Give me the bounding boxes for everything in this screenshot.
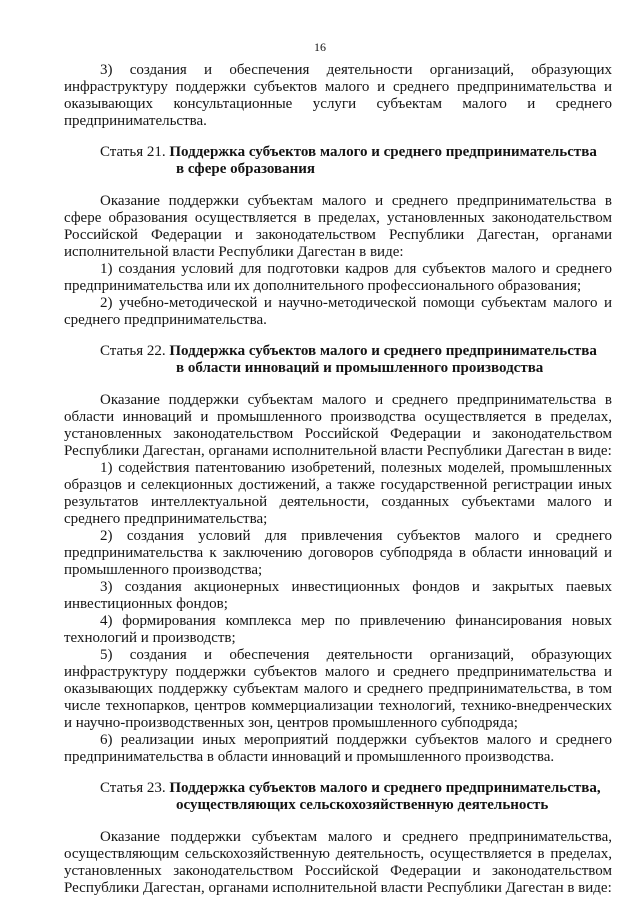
- article-21-heading: [64, 144, 612, 178]
- article-22-paragraph: Оказание поддержки субъектам малого и среднего предпринимательства в области инноваций и промышленного производства осуществляется в пределах, установленных законодательством Российской Федерации и законодательством Республики Дагестан, органами исполнительной власти Республики Дагестан в виде:: [64, 392, 612, 459]
- article-21-label: Статья 21.: [100, 144, 166, 160]
- article-22-paragraph: 1) содействия патентованию изобретений, полезных моделей, промышленных образцов и селекционных достижений, а также государственной регистрации иных результатов интеллектуальной деятельности, созданных субъектами малого и среднего предпринимательства;: [64, 460, 612, 527]
- article-21-paragraph: 1) создания условий для подготовки кадров для субъектов малого и среднего предпринимательства или их дополнительного профессионального образования;: [64, 261, 612, 294]
- article-21-title-line2: в сфере образования: [176, 161, 316, 177]
- article-23-paragraph: Оказание поддержки субъектам малого и среднего предпринимательства, осуществляющим сельскохозяйственную деятельность, осуществляется в пределах, установленных законодательством Российской Федерации и законодательством Республики Дагестан, органами исполнительной власти Республики Дагестан в виде:: [64, 829, 612, 896]
- article-22-title-line1: Поддержка субъектов малого и среднего предпринимательства: [169, 343, 597, 359]
- page-number: 16: [314, 40, 326, 54]
- article-22-label: Статья 22.: [100, 343, 166, 359]
- article-23-title-line2: осуществляющих сельскохозяйственную деятельность: [176, 797, 549, 813]
- article-22-paragraph: 3) создания акционерных инвестиционных фондов и закрытых паевых инвестиционных фондов;: [64, 579, 612, 612]
- article-23-label: Статья 23.: [100, 780, 166, 796]
- article-22-heading: [64, 343, 612, 377]
- article-22-paragraph: 6) реализации иных мероприятий поддержки субъектов малого и среднего предпринимательства в области инноваций и промышленного производства.: [64, 732, 612, 765]
- article-23-heading: [64, 780, 612, 814]
- article-22-title-line2: в области инноваций и промышленного производства: [176, 360, 544, 376]
- article-22-paragraph: 4) формирования комплекса мер по привлечению финансирования новых технологий и производств;: [64, 613, 612, 646]
- paragraph-item-3: 3) создания и обеспечения деятельности организаций, образующих инфраструктуру поддержки субъектов малого и среднего предпринимательства и оказывающих консультационные услуги субъектам малого и среднего предпринимательства.: [64, 62, 612, 129]
- article-21-paragraph: Оказание поддержки субъектам малого и среднего предпринимательства в сфере образования осуществляется в пределах, установленных законодательством Российской Федерации и законодательством Республики Дагестан, органами исполнительной власти Республики Дагестан в виде:: [64, 193, 612, 260]
- document-body: [64, 62, 612, 897]
- article-22-paragraph: 2) создания условий для привлечения субъектов малого и среднего предпринимательства к заключению договоров субподряда в области инноваций и промышленного производства;: [64, 528, 612, 578]
- article-21-title-line1: Поддержка субъектов малого и среднего предпринимательства: [169, 144, 597, 160]
- article-22-paragraph: 5) создания и обеспечения деятельности организаций, образующих инфраструктуру поддержки субъектов малого и среднего предпринимательства и оказывающих поддержку субъектам малого и среднего предпринимательства, в том числе технопарков, центров коммерциализации технологий, технико-внедренческих и научно-производственных зон, центров промышленного субподряда;: [64, 647, 612, 731]
- article-23-title-line1: Поддержка субъектов малого и среднего предпринимательства,: [169, 780, 601, 796]
- article-21-paragraph: 2) учебно-методической и научно-методической помощи субъектам малого и среднего предпринимательства.: [64, 295, 612, 328]
